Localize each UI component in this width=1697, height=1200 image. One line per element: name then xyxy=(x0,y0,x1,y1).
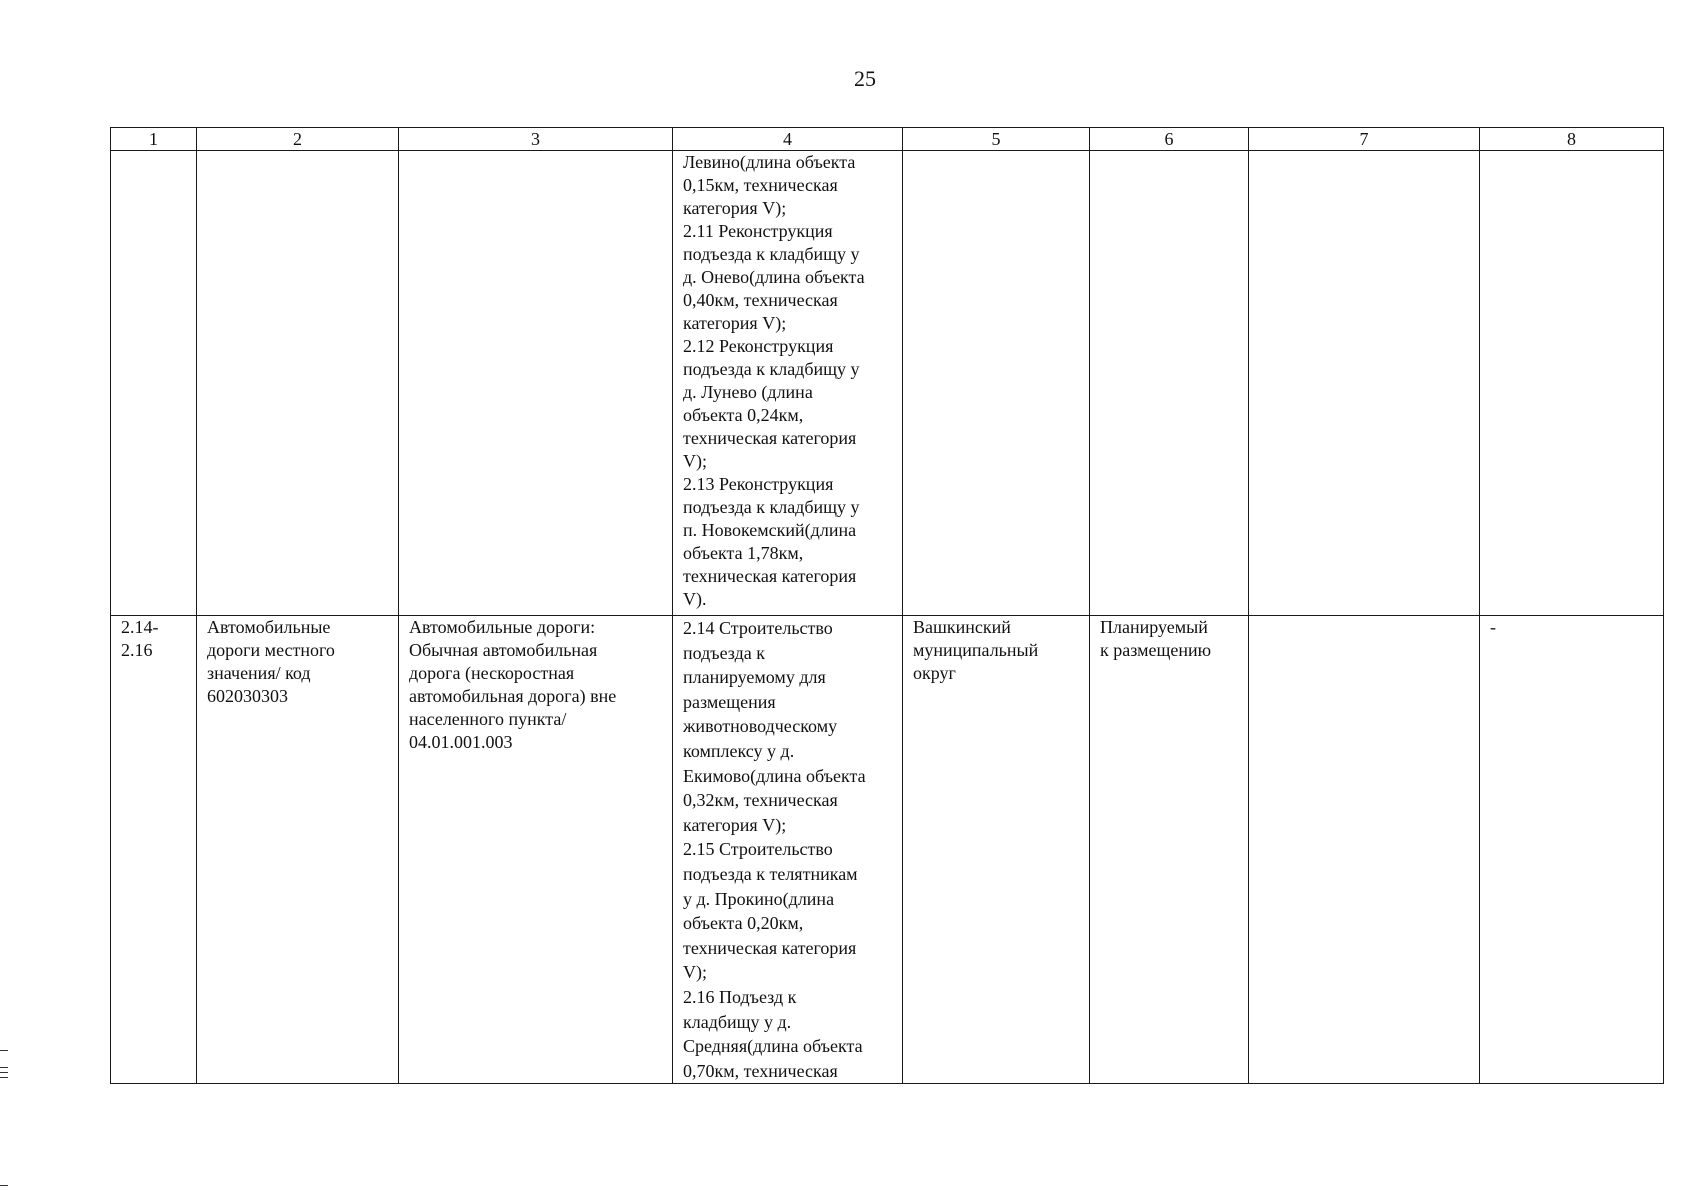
text-line: планируемому для xyxy=(683,667,826,688)
header-col-3: 3 xyxy=(399,128,673,151)
text-line: объекта 0,20км, xyxy=(683,913,804,934)
text-line: автомобильная дорога) вне xyxy=(409,686,617,706)
text-line: V); xyxy=(683,451,707,471)
cont-cell-4 xyxy=(673,151,903,616)
cont-cell-3 xyxy=(399,151,673,616)
text-line: населенного пункта/ xyxy=(409,709,567,729)
text-line: д. Онево(длина объекта xyxy=(683,267,865,287)
text-line: 2.15 Строительство xyxy=(683,839,833,860)
text-line: размещения xyxy=(683,691,776,712)
text-line: категория V); xyxy=(683,814,787,835)
text-line: Автомобильные дороги: xyxy=(409,617,596,637)
header-col-2: 2 xyxy=(197,128,399,151)
text-line: подъезда к xyxy=(683,642,765,663)
text-line: V). xyxy=(683,589,707,609)
header-col-8: 8 xyxy=(1480,128,1664,151)
text-line: Екимово(длина объекта xyxy=(683,765,866,786)
text-line: 2.14 Строительство xyxy=(683,618,833,638)
cont-cell-2 xyxy=(197,151,399,616)
text-line: 2.16 xyxy=(121,640,153,660)
text-line: 0,70км, техническая xyxy=(683,1060,838,1081)
text-line: д. Лунево (длина xyxy=(683,382,813,402)
header-col-4: 4 xyxy=(673,128,903,151)
text-line: у д. Прокино(длина xyxy=(683,888,835,909)
text-line: п. Новокемский(длина xyxy=(683,520,857,540)
cont-cell-5 xyxy=(903,151,1090,616)
text-line: муниципальный xyxy=(913,640,1039,660)
text-line: Планируемый xyxy=(1100,617,1208,637)
text-line: 0,40км, техническая xyxy=(683,290,838,310)
object-kind-cell xyxy=(399,616,673,1084)
text-line: дороги местного xyxy=(207,640,335,660)
header-row xyxy=(111,128,1664,151)
text-line: значения/ код xyxy=(207,663,311,683)
text-line: 0,32км, техническая xyxy=(683,790,838,811)
text-line: к размещению xyxy=(1100,640,1212,660)
table-row-2-14-2-16 xyxy=(111,616,1664,1084)
header-col-7: 7 xyxy=(1249,128,1480,151)
document-table xyxy=(110,127,1664,1084)
header-col-6: 6 xyxy=(1090,128,1249,151)
cont-cell-8 xyxy=(1480,151,1664,616)
text-line: техническая категория xyxy=(683,566,857,586)
text-line: техническая категория xyxy=(683,937,857,958)
text-line: кладбищу у д. xyxy=(683,1011,792,1032)
text-line: 2.13 Реконструкция xyxy=(683,474,834,494)
text-line: подъезда к кладбищу у xyxy=(683,244,860,264)
object-description-cell xyxy=(673,616,903,1084)
col8-cell: - xyxy=(1480,616,1664,1084)
text-line: Левино(длина объекта xyxy=(683,152,856,172)
text-line: подъезда к кладбищу у xyxy=(683,497,860,517)
text-line: 0,15км, техническая xyxy=(683,175,838,195)
text-line: 602030303 xyxy=(207,686,288,706)
text-line: объекта 0,24км, xyxy=(683,405,804,425)
header-col-5: 5 xyxy=(903,128,1090,151)
text-line: 2.12 Реконструкция xyxy=(683,336,834,356)
text-line: дорога (нескоростная xyxy=(409,663,575,683)
object-type-cell xyxy=(197,616,399,1084)
header-col-1: 1 xyxy=(111,128,197,151)
cont-cell-7 xyxy=(1249,151,1480,616)
text-line: 04.01.001.003 xyxy=(409,732,513,752)
text-line: Автомобильные xyxy=(207,617,331,637)
text-line: подъезда к телятникам xyxy=(683,863,858,884)
cont-cell-1 xyxy=(111,151,197,616)
status-cell xyxy=(1090,616,1249,1084)
text-line: комплексу у д. xyxy=(683,740,795,761)
text-line: категория V); xyxy=(683,313,787,333)
text-line: 2.16 Подъезд к xyxy=(683,986,797,1007)
text-line: категория V); xyxy=(683,198,787,218)
page-number: 25 xyxy=(854,66,876,91)
text-line: объекта 1,78км, xyxy=(683,543,804,563)
location-cell xyxy=(903,616,1090,1084)
text-line: Обычная автомобильная xyxy=(409,640,598,660)
cont-cell-6 xyxy=(1090,151,1249,616)
row-number-cell xyxy=(111,616,197,1084)
text-line: техническая категория xyxy=(683,428,857,448)
text-line: Средняя(длина объекта xyxy=(683,1036,863,1057)
text-line: 2.14- xyxy=(121,617,159,637)
text-line: подъезда к кладбищу у xyxy=(683,359,860,379)
text-line: округ xyxy=(913,663,956,683)
text-line: 2.11 Реконструкция xyxy=(683,221,833,241)
table-row-continuation xyxy=(111,151,1664,616)
text-line: V); xyxy=(683,962,707,983)
col7-cell xyxy=(1249,616,1480,1084)
text-line: животноводческому xyxy=(683,716,838,737)
text-line: Вашкинский xyxy=(913,617,1011,637)
